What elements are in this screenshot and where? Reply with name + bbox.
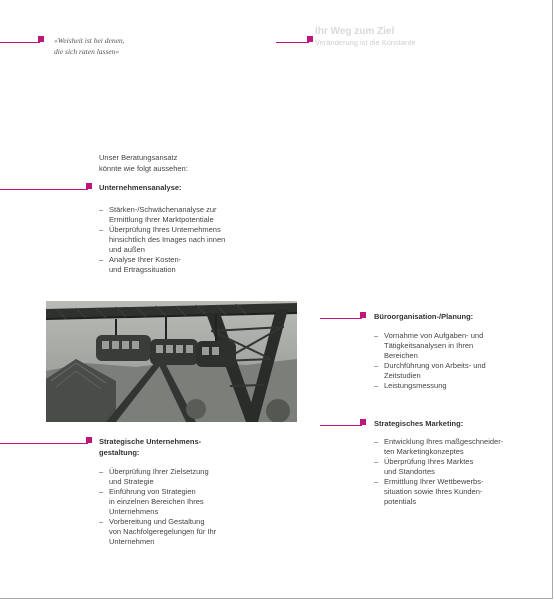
heading-gestaltung <box>99 436 201 458</box>
list-item: situation sowie Ihres Kunden- <box>384 487 483 496</box>
section-rule-marketing <box>320 425 362 426</box>
list-item: potentials <box>384 497 417 506</box>
section-rule-buero <box>320 318 362 319</box>
list-item: – Leistungsmessung <box>374 381 544 391</box>
page-title: Ihr Weg zum Ziel <box>315 26 395 37</box>
list-unternehmensanalyse <box>99 205 269 275</box>
list-item: Zeitstudien <box>384 371 421 380</box>
list-item: – Vorbereitung und Gestaltung <box>99 517 274 527</box>
list-item: – Durchführung von Arbeits- und <box>374 361 544 371</box>
section-rule-gestaltung <box>0 443 88 444</box>
list-item: und Standortes <box>384 467 435 476</box>
list-item: Ermittlung Ihrer Marktpotentiale <box>109 215 214 224</box>
list-item: Tätigkeitsanalysen in Ihren <box>384 341 474 350</box>
heading-gestaltung-line-2: gestaltung: <box>99 448 140 457</box>
list-item: – Vornahme von Aufgaben- und <box>374 331 544 341</box>
list-item: hinsichtlich des Images nach innen <box>109 235 226 244</box>
page-subtitle: Veränderung ist die Konstante <box>315 38 416 47</box>
list-item: und Strategie <box>109 477 154 486</box>
section-marker-gestaltung <box>86 437 92 443</box>
heading-gestaltung-line-1: Strategische Unternehmens- <box>99 437 202 446</box>
list-item: – Einführung von Strategien <box>99 487 274 497</box>
list-item: – Überprüfung Ihres Marktes <box>374 457 549 467</box>
section-rule-unternehmensanalyse <box>0 189 88 190</box>
list-item: ten Marketingkonzeptes <box>384 447 464 456</box>
top-left-marker <box>38 36 44 42</box>
list-item: – Überprüfung Ihres Unternehmens <box>99 225 269 235</box>
intro-text <box>99 152 188 174</box>
list-item: und Ertragssituation <box>109 265 176 274</box>
railway-illustration <box>46 301 297 422</box>
intro-line-1: Unser Beratungsansatz <box>99 153 178 162</box>
list-item: – Entwicklung Ihres maßgeschneider- <box>374 437 549 447</box>
heading-marketing: Strategisches Marketing: <box>374 419 464 428</box>
list-item: – Ermittlung Ihrer Wettbewerbs- <box>374 477 549 487</box>
top-right-marker <box>307 36 313 42</box>
list-item: Unternehmen <box>109 537 155 546</box>
top-right-rule <box>276 42 309 43</box>
list-buero <box>374 331 544 391</box>
section-marker-unternehmensanalyse <box>86 183 92 189</box>
motto-line-1: »Weisheit ist bei denen, <box>54 36 125 45</box>
header-block <box>315 26 416 48</box>
list-item: Bereichen <box>384 351 418 360</box>
list-item: – Überprüfung Ihrer Zielsetzung <box>99 467 274 477</box>
list-item: von Nachfolgeregelungen für Ihr <box>109 527 217 536</box>
list-marketing <box>374 437 549 507</box>
motto-quote <box>54 35 125 57</box>
section-marker-marketing <box>360 419 366 425</box>
list-item: in einzelnen Bereichen Ihres <box>109 497 204 506</box>
list-item: und außen <box>109 245 145 254</box>
list-gestaltung <box>99 467 274 547</box>
list-item: – Stärken-/Schwächenanalyse zur <box>99 205 269 215</box>
heading-buero: Büroorganisation-/Planung: <box>374 312 474 321</box>
list-item: Unternehmens <box>109 507 159 516</box>
intro-line-2: könnte wie folgt aussehen: <box>99 164 188 173</box>
top-left-rule <box>0 42 40 43</box>
section-marker-buero <box>360 312 366 318</box>
list-item: – Analyse Ihrer Kosten- <box>99 255 269 265</box>
motto-line-2: die sich raten lassen« <box>54 47 120 56</box>
suspension-railway-photo <box>46 301 297 422</box>
heading-unternehmensanalyse: Unternehmensanalyse: <box>99 183 182 192</box>
